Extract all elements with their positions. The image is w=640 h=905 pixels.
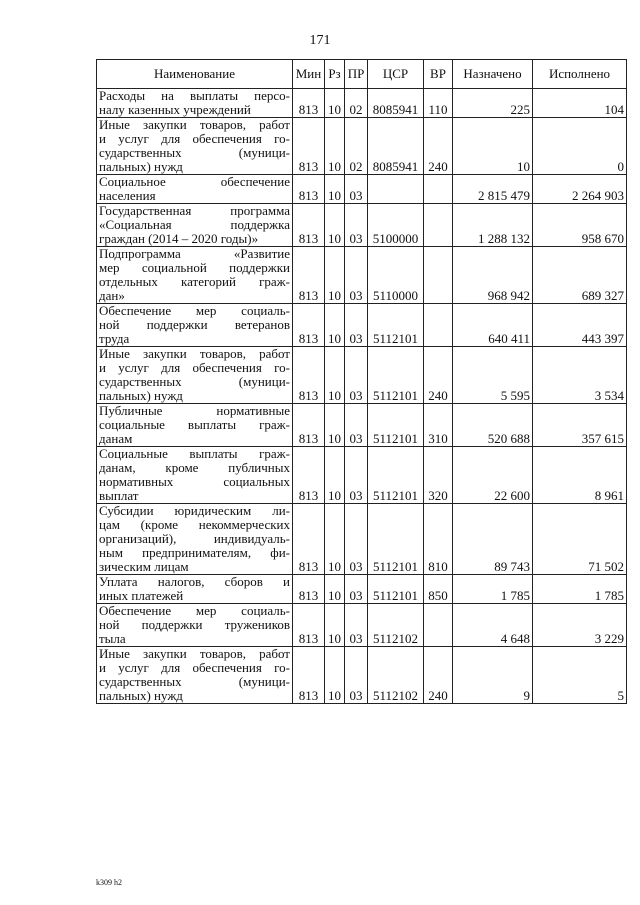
row-rz: 10 <box>325 604 345 647</box>
row-pr: 03 <box>345 247 368 304</box>
row-name: Подпрограмма «Развитие мер социальной поддержки отдельных категорий граж- дан» <box>97 247 293 304</box>
row-pr: 03 <box>345 647 368 704</box>
row-name: Социальные выплаты граж- данам, кроме публичных нормативных социальных выплат <box>97 447 293 504</box>
row-csr: 5112101 <box>368 347 424 404</box>
row-pr: 03 <box>345 575 368 604</box>
table-header-row <box>97 60 627 89</box>
row-vr: 850 <box>424 575 453 604</box>
row-csr: 8085941 <box>368 89 424 118</box>
table-row <box>97 89 627 118</box>
row-assigned: 9 <box>453 647 533 704</box>
row-executed: 357 615 <box>533 404 627 447</box>
row-executed: 71 502 <box>533 504 627 575</box>
table-row <box>97 204 627 247</box>
header-executed: Исполнено <box>533 60 627 89</box>
row-csr <box>368 175 424 204</box>
row-executed: 3 534 <box>533 347 627 404</box>
header-rz: Рз <box>325 60 345 89</box>
row-assigned: 968 942 <box>453 247 533 304</box>
row-vr: 810 <box>424 504 453 575</box>
row-vr: 240 <box>424 118 453 175</box>
row-min: 813 <box>293 347 325 404</box>
row-rz: 10 <box>325 118 345 175</box>
row-name: Государственная программа «Социальная поддержка граждан (2014 – 2020 годы)» <box>97 204 293 247</box>
row-pr: 02 <box>345 118 368 175</box>
row-min: 813 <box>293 247 325 304</box>
row-rz: 10 <box>325 304 345 347</box>
row-executed: 5 <box>533 647 627 704</box>
row-name: Социальное обеспечение населения <box>97 175 293 204</box>
table-row <box>97 404 627 447</box>
row-min: 813 <box>293 204 325 247</box>
row-csr: 5112102 <box>368 647 424 704</box>
row-executed: 8 961 <box>533 447 627 504</box>
row-executed: 958 670 <box>533 204 627 247</box>
row-vr: 320 <box>424 447 453 504</box>
row-vr: 110 <box>424 89 453 118</box>
row-min: 813 <box>293 604 325 647</box>
row-assigned: 2 815 479 <box>453 175 533 204</box>
budget-table <box>96 59 627 704</box>
row-pr: 02 <box>345 89 368 118</box>
row-assigned: 1 288 132 <box>453 204 533 247</box>
row-csr: 8085941 <box>368 118 424 175</box>
row-executed: 1 785 <box>533 575 627 604</box>
row-rz: 10 <box>325 447 345 504</box>
row-min: 813 <box>293 118 325 175</box>
header-csr: ЦСР <box>368 60 424 89</box>
row-vr <box>424 247 453 304</box>
row-name: Субсидии юридическим ли- цам (кроме некоммерческих организаций), индивидуаль- ным предпринимателям, фи- зическим лицам <box>97 504 293 575</box>
header-min: Мин <box>293 60 325 89</box>
row-csr: 5112101 <box>368 304 424 347</box>
row-pr: 03 <box>345 604 368 647</box>
table-row <box>97 504 627 575</box>
row-pr: 03 <box>345 504 368 575</box>
table-row <box>97 575 627 604</box>
row-name: Иные закупки товаров, работ и услуг для обеспечения го- сударственных (муници- пальных) нужд <box>97 118 293 175</box>
row-csr: 5112101 <box>368 404 424 447</box>
row-name: Иные закупки товаров, работ и услуг для обеспечения го- сударственных (муници- пальных) нужд <box>97 347 293 404</box>
footer-code: k309 h2 <box>96 878 122 887</box>
row-vr <box>424 304 453 347</box>
row-csr: 5112102 <box>368 604 424 647</box>
row-assigned: 89 743 <box>453 504 533 575</box>
row-rz: 10 <box>325 575 345 604</box>
row-name: Иные закупки товаров, работ и услуг для обеспечения го- сударственных (муници- пальных) нужд <box>97 647 293 704</box>
row-assigned: 22 600 <box>453 447 533 504</box>
row-assigned: 10 <box>453 118 533 175</box>
row-pr: 03 <box>345 204 368 247</box>
table-row <box>97 118 627 175</box>
row-assigned: 640 411 <box>453 304 533 347</box>
row-assigned: 5 595 <box>453 347 533 404</box>
row-rz: 10 <box>325 204 345 247</box>
row-name: Расходы на выплаты персо- налу казенных учреждений <box>97 89 293 118</box>
table-row <box>97 647 627 704</box>
row-vr: 240 <box>424 347 453 404</box>
row-vr <box>424 175 453 204</box>
row-executed: 2 264 903 <box>533 175 627 204</box>
page-number: 171 <box>309 33 331 48</box>
row-vr <box>424 604 453 647</box>
header-pr: ПР <box>345 60 368 89</box>
row-name: Обеспечение мер социаль- ной поддержки тружеников тыла <box>97 604 293 647</box>
row-assigned: 520 688 <box>453 404 533 447</box>
row-min: 813 <box>293 504 325 575</box>
row-rz: 10 <box>325 89 345 118</box>
row-executed: 0 <box>533 118 627 175</box>
row-name: Публичные нормативные социальные выплаты граж- данам <box>97 404 293 447</box>
row-min: 813 <box>293 89 325 118</box>
row-name: Уплата налогов, сборов и иных платежей <box>97 575 293 604</box>
row-executed: 689 327 <box>533 247 627 304</box>
table-row <box>97 247 627 304</box>
row-csr: 5110000 <box>368 247 424 304</box>
row-vr: 240 <box>424 647 453 704</box>
row-min: 813 <box>293 575 325 604</box>
table-row <box>97 347 627 404</box>
table-row <box>97 304 627 347</box>
row-rz: 10 <box>325 247 345 304</box>
header-vr: ВР <box>424 60 453 89</box>
row-name: Обеспечение мер социаль- ной поддержки ветеранов труда <box>97 304 293 347</box>
row-rz: 10 <box>325 175 345 204</box>
table-row <box>97 447 627 504</box>
row-min: 813 <box>293 647 325 704</box>
row-csr: 5112101 <box>368 447 424 504</box>
row-assigned: 225 <box>453 89 533 118</box>
table-row <box>97 604 627 647</box>
row-assigned: 1 785 <box>453 575 533 604</box>
row-rz: 10 <box>325 647 345 704</box>
row-min: 813 <box>293 404 325 447</box>
table-row <box>97 175 627 204</box>
header-assigned: Назначено <box>453 60 533 89</box>
row-assigned: 4 648 <box>453 604 533 647</box>
row-vr <box>424 204 453 247</box>
row-pr: 03 <box>345 404 368 447</box>
row-csr: 5112101 <box>368 575 424 604</box>
row-executed: 104 <box>533 89 627 118</box>
row-executed: 3 229 <box>533 604 627 647</box>
row-min: 813 <box>293 447 325 504</box>
row-min: 813 <box>293 175 325 204</box>
row-pr: 03 <box>345 347 368 404</box>
row-executed: 443 397 <box>533 304 627 347</box>
row-min: 813 <box>293 304 325 347</box>
row-csr: 5100000 <box>368 204 424 247</box>
row-pr: 03 <box>345 447 368 504</box>
row-vr: 310 <box>424 404 453 447</box>
row-pr: 03 <box>345 304 368 347</box>
row-rz: 10 <box>325 404 345 447</box>
row-csr: 5112101 <box>368 504 424 575</box>
row-pr: 03 <box>345 175 368 204</box>
row-rz: 10 <box>325 504 345 575</box>
header-name: Наименование <box>97 60 293 89</box>
row-rz: 10 <box>325 347 345 404</box>
